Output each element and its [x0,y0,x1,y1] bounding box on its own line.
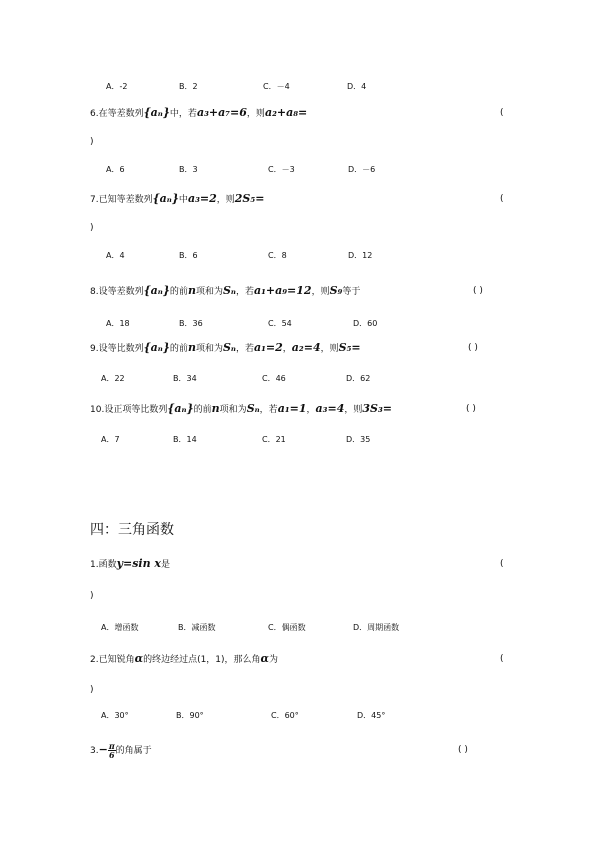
q9-option-b: B．34 [173,374,197,383]
q8-condition: a₁+a₉=12 [253,284,312,297]
t2-paren-open: ( [500,654,504,664]
q10-paren: ( ) [466,404,476,414]
t3-frac-denominator: 6 [108,750,115,760]
t2-option-b: B．90° [176,711,204,720]
q7-option-a: A．4 [106,251,125,260]
q6-mid2: ，则 [246,109,265,119]
q8-prefix: 8.设等差数列 [90,287,144,297]
q9-mid4: ，则 [320,344,339,354]
q10-option-c: C．21 [262,435,286,444]
q9-comma: ， [282,344,292,354]
q7-stem [90,193,264,206]
t2-paren-close: ) [90,685,94,695]
q10-stem [90,403,392,416]
t2-option-a: A．30° [101,711,129,720]
q5-option-c: C．－4 [263,82,290,91]
q6-stem [90,107,307,120]
q9-mid3: ，若 [235,344,254,354]
t2-stem [90,653,278,666]
q6-option-c: C．－3 [268,165,295,174]
t3-paren: ( ) [458,745,468,755]
q8-sn: Sₙ [222,284,236,297]
q9-stem [90,342,361,355]
q9-mid: 的前 [169,344,188,354]
q8-stem [90,285,360,298]
q9-option-c: C．46 [262,374,286,383]
t2-option-d: D．45° [357,711,386,720]
q9-sn: Sₙ [222,341,236,354]
t1-option-a: A．增函数 [101,623,139,632]
q6-mid: 中，若 [169,109,197,119]
t3-suffix: 的角属于 [115,746,152,756]
q6-sequence: {aₙ} [143,106,170,119]
q8-suffix: 等于 [342,287,361,297]
q6-option-a: A．6 [106,165,125,174]
q5-option-a: A．-2 [106,82,128,91]
q8-mid3: ，若 [235,287,254,297]
q8-sequence: {aₙ} [143,284,170,297]
q8-option-d: D．60 [353,319,378,328]
q8-mid2: 项和为 [195,287,223,297]
q10-mid3: ，若 [259,405,278,415]
q7-option-d: D．12 [348,251,373,260]
q10-mid: 的前 [193,405,212,415]
q6-ask: a₂+a₈= [264,106,308,119]
t2-option-c: C．60° [271,711,299,720]
q7-mid: 中 [178,195,188,205]
q6-paren-close: ) [90,137,94,147]
t2-alpha-2: α [260,652,270,665]
q8-option-c: C．54 [268,319,292,328]
q7-option-b: B．6 [179,251,198,260]
q6-prefix: 6.在等差数列 [90,109,144,119]
q6-paren-open: ( [500,108,504,118]
t3-fraction [108,742,116,759]
q10-mid2: 项和为 [219,405,247,415]
t1-stem [90,558,170,571]
q9-option-d: D．62 [346,374,371,383]
q9-mid2: 项和为 [195,344,223,354]
q8-ask: S₉ [329,284,343,297]
q10-ask: 3S₃= [362,402,393,415]
q7-condition: a₃=2 [187,192,217,205]
q9-option-a: A．22 [101,374,125,383]
t1-option-d: D．周期函数 [353,623,400,632]
q7-sequence: {aₙ} [152,192,179,205]
section-heading: 四：三角函数 [90,522,174,538]
q5-option-d: D．4 [347,82,367,91]
q9-condition-1: a₁=2 [253,341,283,354]
q7-ask: 2S₅= [234,192,265,205]
q10-option-a: A．7 [101,435,120,444]
t3-minus: − [98,743,108,756]
q9-condition-2: a₂=4 [291,341,321,354]
q9-sequence: {aₙ} [143,341,170,354]
t1-function: y=sin x [116,557,161,570]
q7-mid2: ，则 [216,195,235,205]
q8-mid: 的前 [169,287,188,297]
q9-prefix: 9.设等比数列 [90,344,144,354]
q6-option-d: D．－6 [348,165,376,174]
q10-condition-2: a₃=4 [315,402,345,415]
q8-option-a: A．18 [106,319,130,328]
t3-prefix: 3. [90,746,99,756]
q7-paren-open: ( [500,194,504,204]
q7-option-c: C．8 [268,251,287,260]
t1-suffix: 是 [160,560,170,570]
q7-paren-close: ) [90,223,94,233]
q10-option-b: B．14 [173,435,197,444]
q9-n: n [187,341,196,354]
t1-option-b: B．减函数 [178,623,216,632]
t3-frac-numerator: π [108,741,115,751]
t1-paren-close: ) [90,591,94,601]
t2-mid: 的终边经过点(1，1)，那么角 [143,655,261,665]
q10-prefix: 10.设正项等比数列 [90,405,168,415]
t3-stem [90,741,152,760]
t1-paren-open: ( [500,559,504,569]
q8-n: n [187,284,196,297]
q5-option-b: B．2 [179,82,198,91]
q10-comma: ， [306,405,316,415]
q10-sn: Sₙ [246,402,260,415]
t2-alpha: α [134,652,144,665]
q9-paren: ( ) [468,343,478,353]
t2-prefix: 2.已知锐角 [90,655,135,665]
q10-mid4: ，则 [344,405,363,415]
q7-prefix: 7.已知等差数列 [90,195,153,205]
q10-option-d: D．35 [346,435,371,444]
t1-option-c: C．偶函数 [268,623,306,632]
q8-paren: ( ) [473,286,483,296]
q8-option-b: B．36 [179,319,203,328]
q9-ask: S₅= [338,341,361,354]
t1-prefix: 1.函数 [90,560,117,570]
q8-mid4: ，则 [311,287,330,297]
q10-n: n [211,402,220,415]
q10-sequence: {aₙ} [167,402,194,415]
q6-option-b: B．3 [179,165,198,174]
t2-suffix: 为 [269,655,279,665]
q10-condition-1: a₁=1 [277,402,307,415]
q6-condition: a₃+a₇=6 [196,106,247,119]
